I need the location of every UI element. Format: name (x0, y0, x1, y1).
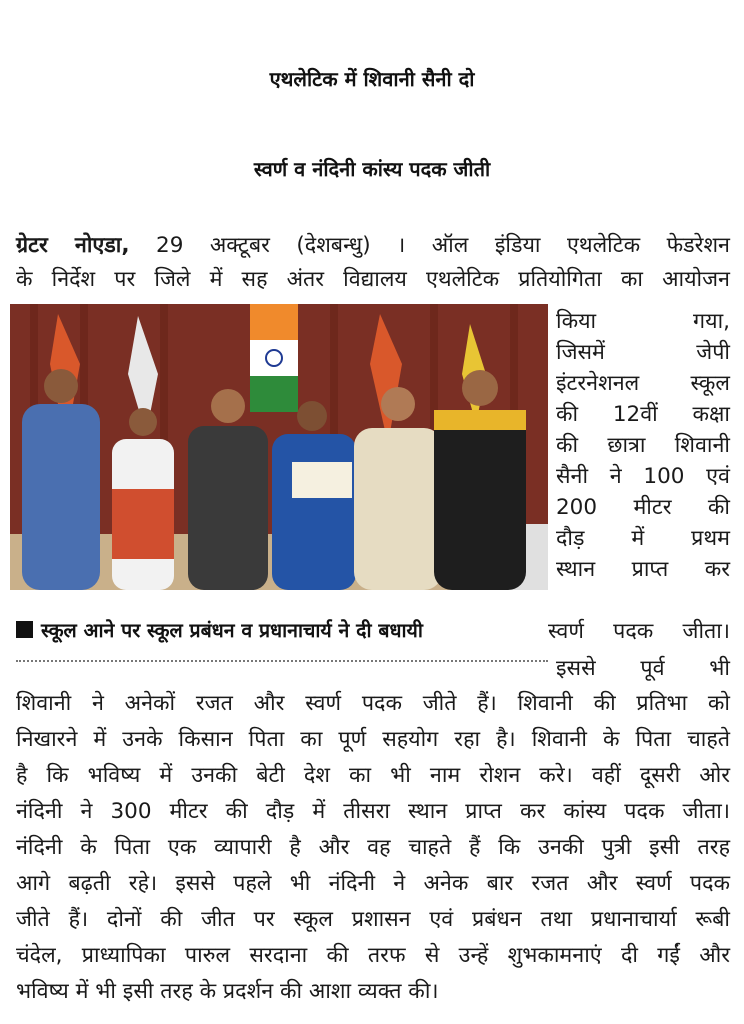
divider (16, 660, 548, 662)
dateline-place: ग्रेटर नोएडा, (16, 233, 130, 258)
body-line-6: आगे बढ़ती रहे। इससे पहले भी नंदिनी ने अनेक बार रजत और स्वर्ण पदक (16, 871, 730, 896)
side-line-5: की छात्रा शिवानी (556, 433, 730, 458)
body-line-3: है कि भविष्य में उनकी बेटी देश का भी नाम रोशन करे। वहीं दूसरी ओर (16, 763, 730, 788)
side-line-1: किया गया, (556, 309, 730, 334)
square-bullet-icon (16, 621, 33, 638)
headline-line-1: एथलेटिक में शिवानी सैनी दो (269, 67, 475, 91)
body-line-7: जीते हैं। दोनों की जीत पर स्कूल प्रशासन एवं प्रबंधन तथा प्रधानाचार्या रूबी (16, 907, 730, 932)
side-line-4: की 12वीं कक्षा (556, 402, 730, 427)
subheading-text: स्कूल आने पर स्कूल प्रबंधन व प्रधानाचार्य ने दी बधायी (41, 619, 423, 642)
intro-line-2: के निर्देश पर जिले में सह अंतर विद्यालय एथलेटिक प्रतियोगिता का आयोजन (16, 267, 730, 292)
subheading (16, 618, 546, 644)
side-line-9: स्थान प्राप्त कर (556, 557, 730, 582)
intro-line-1 (16, 232, 730, 259)
body-line-2: निखारने में उनके किसान पिता का पूर्ण सहयोग रहा है। शिवानी के पिता चाहते (16, 727, 730, 752)
body-line-8: चंदेल, प्राध्यापिका पारुल सरदाना की तरफ से उन्हें शुभकामनाएं दी गईं और (16, 943, 730, 968)
side-line-7: 200 मीटर की (556, 495, 730, 520)
side-line-6: सैनी ने 100 एवं (556, 464, 730, 489)
photo-illustration (10, 304, 548, 590)
news-photo (10, 304, 548, 590)
side-line-11: इससे पूर्व भी (556, 656, 730, 681)
side-line-8: दौड़ में प्रथम (556, 526, 730, 551)
side-line-3: इंटरनेशनल स्कूल (556, 371, 730, 396)
headline-line-2: स्वर्ण व नंदिनी कांस्य पदक जीती (253, 157, 491, 181)
body-line-1: शिवानी ने अनेकों रजत और स्वर्ण पदक जीते हैं। शिवानी की प्रतिभा को (16, 691, 730, 716)
side-line-2: जिसमें जेपी (556, 340, 730, 365)
intro-text-1: । ऑल इंडिया एथलेटिक फेडरेशन (397, 233, 730, 258)
body-line-5: नंदिनी के पिता एक व्यापारी है और वह चाहते हैं कि उनकी पुत्री इसी तरह (16, 835, 730, 860)
side-line-10: स्वर्ण पदक जीता। (548, 619, 730, 644)
body-line-4: नंदिनी ने 300 मीटर की दौड़ में तीसरा स्थान प्राप्त कर कांस्य पदक जीता। (16, 799, 730, 824)
body-line-9: भविष्य में भी इसी तरह के प्रदर्शन की आशा व्यक्त की। (16, 979, 439, 1004)
dateline-date: 29 अक्टूबर (देशबन्धु) (156, 233, 371, 258)
